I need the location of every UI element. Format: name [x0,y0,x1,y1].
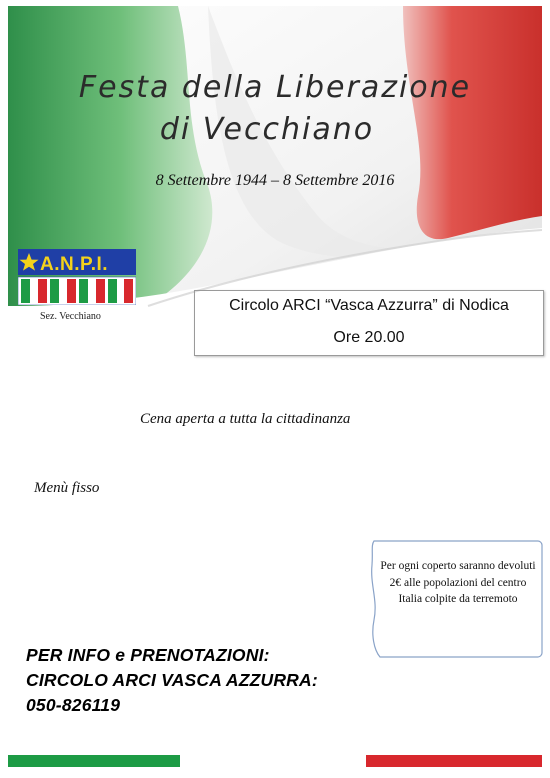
venue-name: Circolo ARCI “Vasca Azzurra” di Nodica [229,297,509,314]
venue-time: Ore 20.00 [333,329,405,346]
phone-number: 050-826119 [26,695,121,715]
menu-text: Menù fisso [34,480,100,496]
green-footer-bar [8,755,180,767]
venue-box [194,290,544,356]
event-title: Festa della Liberazione [78,70,472,105]
info-venue: CIRCOLO ARCI VASCA AZZURRA: [26,670,318,690]
donation-note [368,540,544,658]
anpi-section-label: Sez. Vecchiano [40,311,101,322]
event-subtitle: di Vecchiano [159,112,375,147]
svg-text:A.N.P.I.: A.N.P.I. [40,254,109,275]
info-heading: PER INFO e PRENOTAZIONI: [26,645,270,665]
event-dates: 8 Settembre 1944 – 8 Settembre 2016 [155,172,395,189]
red-footer-bar [366,755,542,767]
donation-text: Per ogni coperto saranno devoluti 2€ alle popolazioni del centro Italia colpite da terremoto [380,560,536,605]
dinner-text: Cena aperta a tutta la cittadinanza [140,411,351,427]
anpi-logo [18,249,136,305]
